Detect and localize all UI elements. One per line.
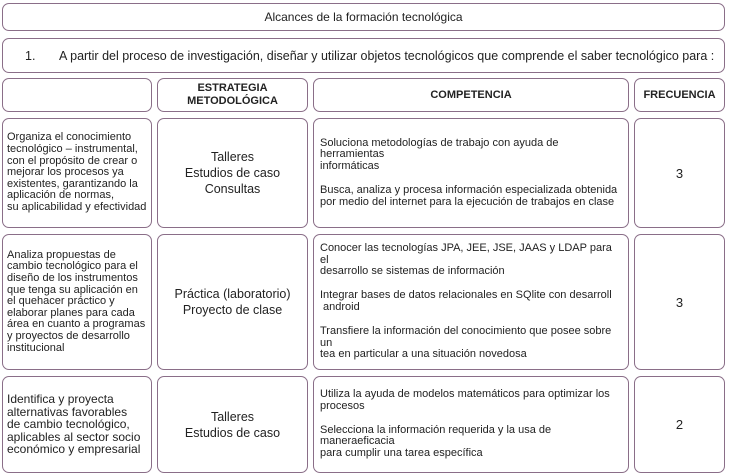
row3-context-line: Identifica y proyecta [7, 392, 114, 407]
row3-competence-item: Utiliza la ayuda de modelos matemáticos para optimizar los procesos [320, 388, 610, 412]
row2-context-line: institucional [7, 341, 65, 354]
row1-strategy-item: Consultas [204, 182, 261, 196]
header-strategy [157, 78, 308, 112]
row3-context-line: de cambio tecnológico, [7, 417, 130, 432]
table-title [2, 3, 725, 31]
row2-context-line: cambio tecnológico para el [7, 260, 138, 273]
row2-strategy [157, 234, 308, 370]
header-frequency-label: FRECUENCIA [643, 88, 716, 101]
row3-context-line: económico y empresarial [7, 442, 141, 457]
row2-context-line: que tenga su aplicación en [7, 283, 138, 296]
row2-competence [313, 234, 629, 370]
row3-strategy-item: Estudios de caso [184, 425, 281, 440]
row1-context-line: tecnológico – instrumental, [7, 143, 138, 156]
row1-strategy [157, 118, 308, 228]
row1-frequency-value: 3 [675, 165, 684, 181]
header-strategy-line2: METODOLÓGICA [187, 95, 278, 107]
row1-context-line: con el propósito de crear o [7, 154, 138, 167]
row3-context [2, 376, 152, 473]
row2-competence-item: Conocer las tecnologías JPA, JEE, JSE, JAAS y LDAP para el desarrollo se sistemas de información [320, 241, 612, 278]
header-competence-label: COMPETENCIA [430, 88, 512, 101]
row1-context [2, 118, 152, 228]
row3-competence [313, 376, 629, 473]
row1-competence-item: Soluciona metodologías de trabajo con ayuda de herramientas informáticas [320, 136, 559, 173]
row1-competence [313, 118, 629, 228]
row1-context-line: existentes, garantizando la [7, 177, 138, 190]
row3-strategy [157, 376, 308, 473]
intro-number: 1. [25, 48, 36, 63]
row2-context-line: área en cuanto a programas [7, 318, 146, 331]
row2-context-line: Analiza propuestas de [7, 248, 116, 261]
header-strategy-line1: ESTRATEGIA [197, 82, 268, 94]
row2-context-line: y proyectos de desarrollo [7, 329, 130, 342]
row2-frequency-value: 3 [675, 294, 684, 310]
row1-frequency [634, 118, 725, 228]
row2-context-line: elaborar planes para cada [7, 306, 135, 319]
row2-context-line: el quehacer práctico y [7, 295, 115, 308]
table-title-text: Alcances de la formación tecnológica [264, 10, 463, 24]
row2-context [2, 234, 152, 370]
row1-strategy-item: Talleres [210, 150, 255, 164]
row3-frequency [634, 376, 725, 473]
row2-context-line: diseño de los instrumentos [7, 272, 138, 285]
row2-frequency [634, 234, 725, 370]
row2-strategy-item: Práctica (laboratorio) [174, 287, 291, 301]
header-frequency [634, 78, 725, 112]
row3-context-line: aplicables al sector socio [7, 429, 141, 444]
row3-context-line: alternativas favorables [7, 404, 128, 419]
intro-text: A partir del proceso de investigación, diseñar y utilizar objetos tecnológicos que comprende el saber tecnológico para : [59, 48, 715, 63]
row1-context-line: su aplicabilidad y efectividad [7, 200, 147, 213]
row2-strategy-item: Proyecto de clase [182, 303, 283, 317]
header-competence [313, 78, 629, 112]
header-context [2, 78, 152, 112]
row1-context-line: Organiza el conocimiento [7, 131, 132, 144]
row2-competence-item: Transfiere la información del conocimiento que posee sobre un tea en particular a una situación novedosa [320, 324, 612, 361]
row1-strategy-item: Estudios de caso [184, 166, 281, 180]
row3-strategy-item: Talleres [210, 409, 255, 424]
row1-context-line: aplicación de normas, [7, 189, 115, 202]
row1-context-line: mejorar los procesos ya [7, 166, 124, 179]
row2-competence-item: Integrar bases de datos relacionales en SQlite con desarroll android [320, 289, 612, 313]
row3-competence-item: Selecciona la información requerida y la usa de maneraeficacia para cumplir una tarea específica [320, 423, 552, 460]
intro-statement [2, 38, 725, 73]
row3-frequency-value: 2 [675, 417, 684, 432]
row1-competence-item: Busca, analiza y procesa información especializada obtenida por medio del internet para la ejecución de trabajos en clase [320, 183, 618, 208]
